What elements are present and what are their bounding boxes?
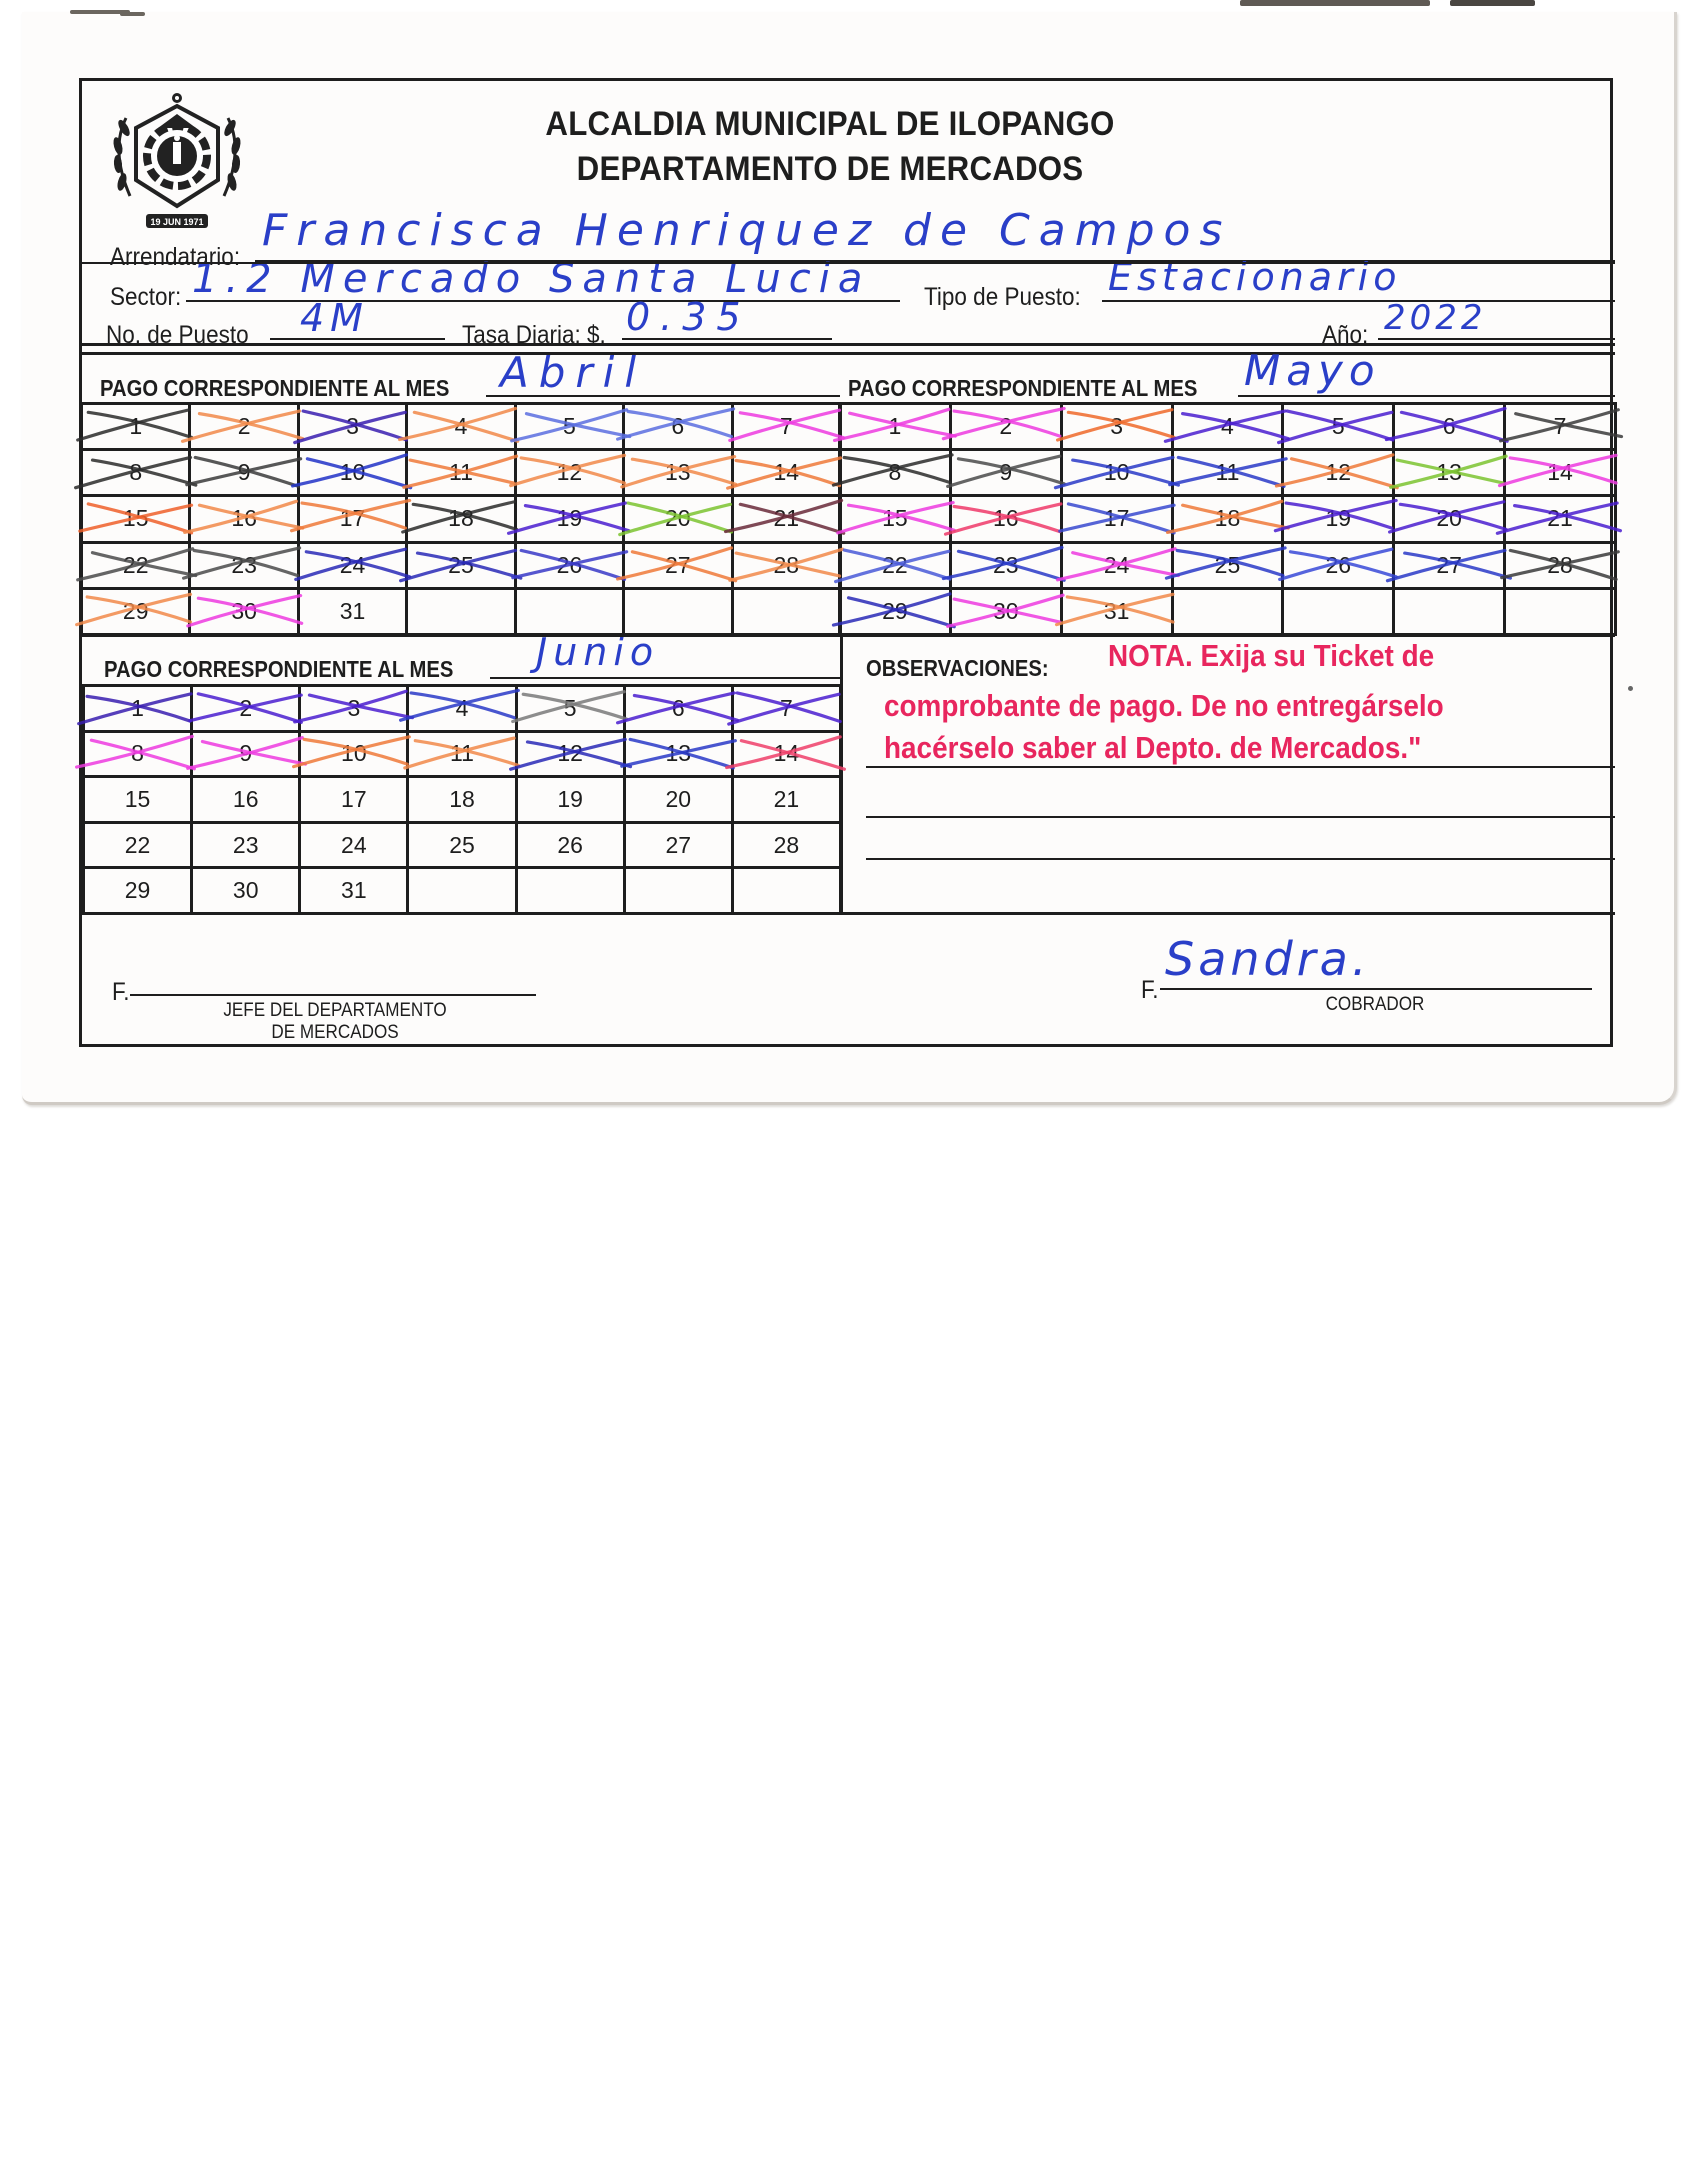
- june-day-number: 16: [232, 785, 259, 812]
- june-day-cell[interactable]: [516, 777, 624, 823]
- april-day-number: 20: [665, 505, 691, 532]
- tasa-label: Tasa Diaria: $.: [462, 321, 606, 349]
- tipo-puesto-line: [1102, 300, 1615, 302]
- tipo-puesto-value[interactable]: Estacionario: [1108, 255, 1402, 299]
- observaciones-line[interactable]: [866, 766, 1615, 768]
- june-day-number: 28: [773, 831, 800, 858]
- june-day-number: 19: [557, 785, 583, 812]
- june-header-label: PAGO CORRESPONDIENTE AL MES: [104, 656, 454, 682]
- april-day-number: 2: [237, 413, 251, 440]
- may-day-cell[interactable]: [950, 496, 1061, 542]
- may-day-number: 31: [1103, 597, 1130, 624]
- may-day-number: 7: [1553, 413, 1567, 440]
- june-day-cell[interactable]: [732, 731, 840, 777]
- may-day-number: 23: [992, 551, 1019, 578]
- scan-edge-artifact: [1240, 0, 1430, 6]
- left-signature-title2: DE MERCADOS: [271, 1022, 399, 1043]
- may-grid-row: [840, 404, 1616, 450]
- april-day-number: 8: [129, 459, 143, 486]
- puesto-label: No. de Puesto: [106, 321, 249, 349]
- april-grid-row: [82, 542, 841, 588]
- may-day-cell[interactable]: [840, 404, 951, 450]
- june-day-cell[interactable]: [84, 822, 192, 868]
- may-day-cell[interactable]: [1061, 542, 1172, 588]
- june-day-cell[interactable]: [624, 822, 732, 868]
- may-empty-cell: [1505, 588, 1616, 634]
- may-day-number: 26: [1325, 551, 1352, 578]
- may-day-number: 19: [1325, 505, 1352, 532]
- sector-label: Sector:: [110, 283, 182, 311]
- april-day-cell[interactable]: [407, 450, 515, 496]
- observaciones-line[interactable]: [866, 858, 1615, 860]
- april-empty-cell: [624, 588, 732, 634]
- june-day-cell[interactable]: [192, 686, 300, 732]
- note-line1: NOTA. Exija su Ticket de: [1108, 638, 1435, 673]
- june-day-cell[interactable]: [192, 777, 300, 823]
- june-day-cell[interactable]: [300, 731, 408, 777]
- june-day-cell[interactable]: [408, 686, 516, 732]
- june-day-cell[interactable]: [300, 686, 408, 732]
- april-day-number: 13: [665, 459, 691, 486]
- cobrador-signature: Sandra.: [1165, 932, 1371, 986]
- april-header-label: PAGO CORRESPONDIENTE AL MES: [100, 375, 450, 401]
- april-payment-grid: [80, 402, 842, 636]
- june-day-cell[interactable]: [516, 686, 624, 732]
- april-day-cell[interactable]: [407, 404, 515, 450]
- observaciones-label: OBSERVACIONES:: [866, 655, 1049, 681]
- left-signature-prefix: F.: [112, 978, 130, 1006]
- may-day-number: 27: [1436, 551, 1462, 578]
- may-day-cell[interactable]: [1172, 496, 1283, 542]
- may-grid-row: [840, 542, 1616, 588]
- may-day-number: 22: [882, 551, 908, 578]
- may-day-number: 2: [999, 413, 1013, 440]
- may-empty-cell: [1394, 588, 1505, 634]
- april-day-number: 26: [556, 551, 583, 578]
- arrendatario-label: Arrendatario:: [110, 243, 241, 271]
- april-day-cell[interactable]: [82, 542, 190, 588]
- april-grid-row: [82, 404, 841, 450]
- may-day-cell[interactable]: [1172, 450, 1283, 496]
- april-day-cell[interactable]: [732, 450, 840, 496]
- april-day-cell[interactable]: [732, 404, 840, 450]
- june-day-cell[interactable]: [624, 731, 732, 777]
- may-day-number: 18: [1214, 505, 1241, 532]
- header-line2: DEPARTAMENTO DE MERCADOS: [576, 150, 1084, 188]
- may-day-number: 6: [1442, 413, 1456, 440]
- june-day-number: 22: [124, 831, 151, 858]
- april-day-cell[interactable]: [298, 588, 406, 634]
- april-month-value[interactable]: Abril: [500, 348, 646, 397]
- may-day-cell[interactable]: [1061, 450, 1172, 496]
- may-day-number: 30: [992, 597, 1019, 624]
- april-day-cell[interactable]: [732, 496, 840, 542]
- june-grid-row: [84, 686, 841, 732]
- right-signature-line[interactable]: [1160, 988, 1592, 990]
- april-day-number: 23: [231, 551, 257, 578]
- may-day-number: 3: [1110, 413, 1123, 440]
- june-day-number: 2: [239, 694, 253, 721]
- june-day-number: 1: [131, 694, 144, 721]
- april-day-number: 18: [448, 505, 474, 532]
- may-day-cell[interactable]: [840, 496, 951, 542]
- april-day-number: 6: [671, 413, 685, 440]
- may-day-cell[interactable]: [1394, 542, 1505, 588]
- may-day-number: 10: [1103, 459, 1130, 486]
- may-day-cell[interactable]: [1394, 496, 1505, 542]
- tasa-value[interactable]: 0.35: [626, 295, 751, 339]
- may-day-cell[interactable]: [1283, 450, 1394, 496]
- may-day-number: 24: [1103, 551, 1130, 578]
- april-day-cell[interactable]: [82, 404, 190, 450]
- may-day-number: 12: [1325, 459, 1352, 486]
- june-day-cell[interactable]: [732, 686, 840, 732]
- april-day-number: 15: [122, 505, 149, 532]
- logo-ribbon-text: 19 JUN 1971: [150, 217, 204, 227]
- may-month-value[interactable]: Mayo: [1244, 346, 1381, 395]
- april-day-number: 10: [339, 459, 366, 486]
- june-empty-cell: [516, 868, 624, 914]
- april-day-cell[interactable]: [298, 542, 406, 588]
- april-day-number: 16: [231, 505, 257, 532]
- may-empty-cell: [1283, 588, 1394, 634]
- june-day-cell[interactable]: [624, 686, 732, 732]
- may-day-number: 11: [1215, 459, 1240, 486]
- june-day-number: 11: [450, 740, 474, 767]
- may-grid-row: [840, 496, 1616, 542]
- scan-edge-artifact: [120, 12, 145, 16]
- anio-label: Año:: [1322, 321, 1369, 349]
- may-day-cell[interactable]: [1505, 542, 1616, 588]
- april-day-cell[interactable]: [190, 588, 298, 634]
- june-day-cell[interactable]: [84, 868, 192, 914]
- note-line2: comprobante de pago. De no entregárselo: [884, 688, 1444, 723]
- june-day-number: 27: [665, 831, 692, 858]
- anio-line: [1378, 338, 1615, 340]
- june-day-cell[interactable]: [300, 777, 408, 823]
- april-empty-cell: [732, 588, 840, 634]
- april-grid-row: [82, 588, 841, 634]
- may-day-cell[interactable]: [1283, 542, 1394, 588]
- may-grid-row: [840, 588, 1616, 634]
- april-day-number: 17: [339, 505, 366, 532]
- june-day-cell[interactable]: [408, 777, 516, 823]
- right-signature-prefix: F.: [1141, 976, 1159, 1004]
- april-day-cell[interactable]: [298, 496, 406, 542]
- divider: [79, 352, 1615, 355]
- june-grid-row: [84, 868, 841, 914]
- april-day-cell[interactable]: [298, 450, 406, 496]
- header-line1: ALCALDIA MUNICIPAL DE ILOPANGO: [545, 105, 1115, 143]
- june-month-line: [490, 677, 840, 679]
- may-day-number: 16: [992, 505, 1019, 532]
- june-empty-cell: [624, 868, 732, 914]
- june-day-number: 4: [455, 694, 469, 721]
- june-day-number: 24: [341, 831, 367, 858]
- may-day-cell[interactable]: [1505, 450, 1616, 496]
- june-day-cell[interactable]: [192, 822, 300, 868]
- april-day-cell[interactable]: [407, 542, 515, 588]
- june-day-number: 21: [773, 785, 800, 812]
- may-day-number: 1: [888, 413, 902, 440]
- april-day-number: 27: [665, 551, 691, 578]
- june-day-cell[interactable]: [516, 731, 624, 777]
- may-day-number: 4: [1221, 413, 1234, 440]
- may-day-cell[interactable]: [1505, 496, 1616, 542]
- may-day-number: 15: [882, 505, 908, 532]
- april-day-number: 31: [339, 597, 366, 624]
- june-day-cell[interactable]: [300, 868, 408, 914]
- may-grid-row: [840, 450, 1616, 496]
- april-empty-cell: [515, 588, 623, 634]
- june-day-cell[interactable]: [192, 868, 300, 914]
- april-day-number: 4: [454, 413, 468, 440]
- april-grid-row: [82, 450, 841, 496]
- june-day-number: 6: [671, 694, 685, 721]
- municipal-seal-logo: [96, 88, 258, 236]
- april-day-cell[interactable]: [515, 404, 623, 450]
- june-day-cell[interactable]: [732, 822, 840, 868]
- june-month-value[interactable]: Junio: [536, 630, 660, 674]
- may-day-cell[interactable]: [950, 450, 1061, 496]
- april-day-cell[interactable]: [407, 496, 515, 542]
- april-day-cell[interactable]: [515, 450, 623, 496]
- april-day-number: 28: [773, 551, 800, 578]
- april-day-number: 9: [237, 459, 251, 486]
- may-day-number: 8: [888, 459, 902, 486]
- april-day-number: 14: [773, 459, 800, 486]
- april-day-cell[interactable]: [624, 496, 732, 542]
- note-line3: hacérselo saber al Depto. de Mercados.": [884, 730, 1422, 765]
- june-day-cell[interactable]: [624, 777, 732, 823]
- may-day-cell[interactable]: [840, 542, 951, 588]
- june-day-number: 25: [449, 831, 475, 858]
- right-signature-title: COBRADOR: [1325, 994, 1425, 1015]
- june-empty-cell: [732, 868, 840, 914]
- april-day-number: 30: [231, 597, 257, 624]
- left-signature-title1: JEFE DEL DEPARTAMENTO: [223, 1000, 447, 1021]
- divider: [79, 343, 1615, 346]
- scan-edge-artifact: [1450, 0, 1535, 6]
- april-day-cell[interactable]: [298, 404, 406, 450]
- may-day-cell[interactable]: [1283, 496, 1394, 542]
- divider: [79, 912, 1615, 915]
- june-day-number: 10: [341, 740, 367, 767]
- june-day-cell[interactable]: [192, 731, 300, 777]
- april-day-cell[interactable]: [624, 542, 732, 588]
- april-day-number: 22: [122, 551, 149, 578]
- anio-value[interactable]: 2022: [1384, 298, 1487, 338]
- june-day-number: 26: [557, 831, 583, 858]
- april-day-number: 11: [449, 459, 473, 486]
- june-day-number: 14: [773, 740, 800, 767]
- june-day-number: 9: [239, 740, 253, 767]
- june-day-number: 13: [665, 740, 692, 767]
- april-day-number: 29: [122, 597, 149, 624]
- june-day-number: 23: [232, 831, 259, 858]
- may-empty-cell: [1172, 588, 1283, 634]
- may-day-number: 5: [1331, 413, 1345, 440]
- april-day-cell[interactable]: [82, 588, 190, 634]
- may-day-cell[interactable]: [1172, 404, 1283, 450]
- may-day-cell[interactable]: [1061, 496, 1172, 542]
- divider: [79, 262, 1615, 264]
- may-day-cell[interactable]: [1394, 450, 1505, 496]
- may-day-number: 17: [1103, 505, 1130, 532]
- april-day-cell[interactable]: [515, 542, 623, 588]
- june-day-cell[interactable]: [84, 731, 192, 777]
- june-day-cell[interactable]: [732, 777, 840, 823]
- left-signature-line[interactable]: [130, 994, 536, 996]
- may-payment-grid: [838, 402, 1617, 636]
- june-day-number: 20: [665, 785, 692, 812]
- june-day-cell[interactable]: [300, 822, 408, 868]
- april-day-cell[interactable]: [190, 542, 298, 588]
- may-day-cell[interactable]: [950, 542, 1061, 588]
- april-day-number: 24: [339, 551, 366, 578]
- observaciones-line[interactable]: [866, 816, 1615, 818]
- june-day-number: 30: [232, 877, 259, 904]
- april-day-cell[interactable]: [624, 404, 732, 450]
- may-day-cell[interactable]: [1505, 404, 1616, 450]
- june-day-cell[interactable]: [84, 686, 192, 732]
- april-day-cell[interactable]: [732, 542, 840, 588]
- april-day-cell[interactable]: [82, 496, 190, 542]
- may-day-cell[interactable]: [950, 404, 1061, 450]
- june-grid-row: [84, 822, 841, 868]
- april-day-number: 1: [129, 413, 143, 440]
- may-day-number: 28: [1547, 551, 1573, 578]
- april-day-cell[interactable]: [190, 404, 298, 450]
- june-day-cell[interactable]: [408, 731, 516, 777]
- june-payment-grid: [82, 684, 842, 915]
- june-day-number: 18: [449, 785, 475, 812]
- april-day-number: 5: [563, 413, 576, 440]
- june-day-number: 5: [563, 694, 577, 721]
- sector-value[interactable]: 1.2 Mercado Santa Lucia: [192, 256, 871, 302]
- may-day-cell[interactable]: [840, 588, 951, 634]
- may-day-cell[interactable]: [1061, 404, 1172, 450]
- may-day-number: 13: [1436, 459, 1462, 486]
- april-day-number: 19: [556, 505, 583, 532]
- stray-mark: [1628, 686, 1633, 691]
- june-day-cell[interactable]: [408, 822, 516, 868]
- june-day-number: 15: [124, 785, 151, 812]
- april-day-cell[interactable]: [82, 450, 190, 496]
- divider: [840, 634, 843, 915]
- april-grid-row: [82, 496, 841, 542]
- may-day-cell[interactable]: [1061, 588, 1172, 634]
- june-day-number: 12: [557, 740, 583, 767]
- divider: [79, 634, 1615, 637]
- april-day-cell[interactable]: [190, 450, 298, 496]
- june-day-number: 3: [347, 694, 361, 721]
- may-day-number: 25: [1214, 551, 1241, 578]
- june-day-cell[interactable]: [516, 822, 624, 868]
- june-grid-row: [84, 731, 841, 777]
- may-day-cell[interactable]: [840, 450, 951, 496]
- june-day-number: 29: [124, 877, 151, 904]
- june-day-number: 17: [341, 785, 367, 812]
- puesto-value[interactable]: 4M: [300, 296, 369, 340]
- june-day-cell[interactable]: [84, 777, 192, 823]
- arrendatario-value[interactable]: Francisca Henriquez de Campos: [262, 205, 1232, 256]
- tipo-puesto-label: Tipo de Puesto:: [924, 283, 1081, 311]
- june-empty-cell: [408, 868, 516, 914]
- may-day-cell[interactable]: [1394, 404, 1505, 450]
- april-empty-cell: [407, 588, 515, 634]
- june-day-number: 7: [780, 694, 793, 721]
- april-day-cell[interactable]: [190, 496, 298, 542]
- may-day-cell[interactable]: [950, 588, 1061, 634]
- may-day-number: 9: [999, 459, 1013, 486]
- april-day-number: 12: [556, 459, 583, 486]
- may-day-number: 14: [1547, 459, 1573, 486]
- june-day-number: 31: [341, 877, 367, 904]
- may-header-label: PAGO CORRESPONDIENTE AL MES: [848, 375, 1198, 401]
- april-day-number: 7: [779, 413, 793, 440]
- june-day-number: 8: [131, 740, 144, 767]
- may-day-cell[interactable]: [1172, 542, 1283, 588]
- april-day-number: 21: [773, 505, 800, 532]
- may-day-cell[interactable]: [1283, 404, 1394, 450]
- may-month-line: [1238, 395, 1615, 397]
- april-day-number: 25: [448, 551, 474, 578]
- april-day-cell[interactable]: [515, 496, 623, 542]
- may-day-number: 20: [1436, 505, 1462, 532]
- april-day-cell[interactable]: [624, 450, 732, 496]
- may-day-number: 21: [1547, 505, 1573, 532]
- may-day-number: 29: [882, 597, 908, 624]
- april-day-number: 3: [346, 413, 359, 440]
- june-grid-row: [84, 777, 841, 823]
